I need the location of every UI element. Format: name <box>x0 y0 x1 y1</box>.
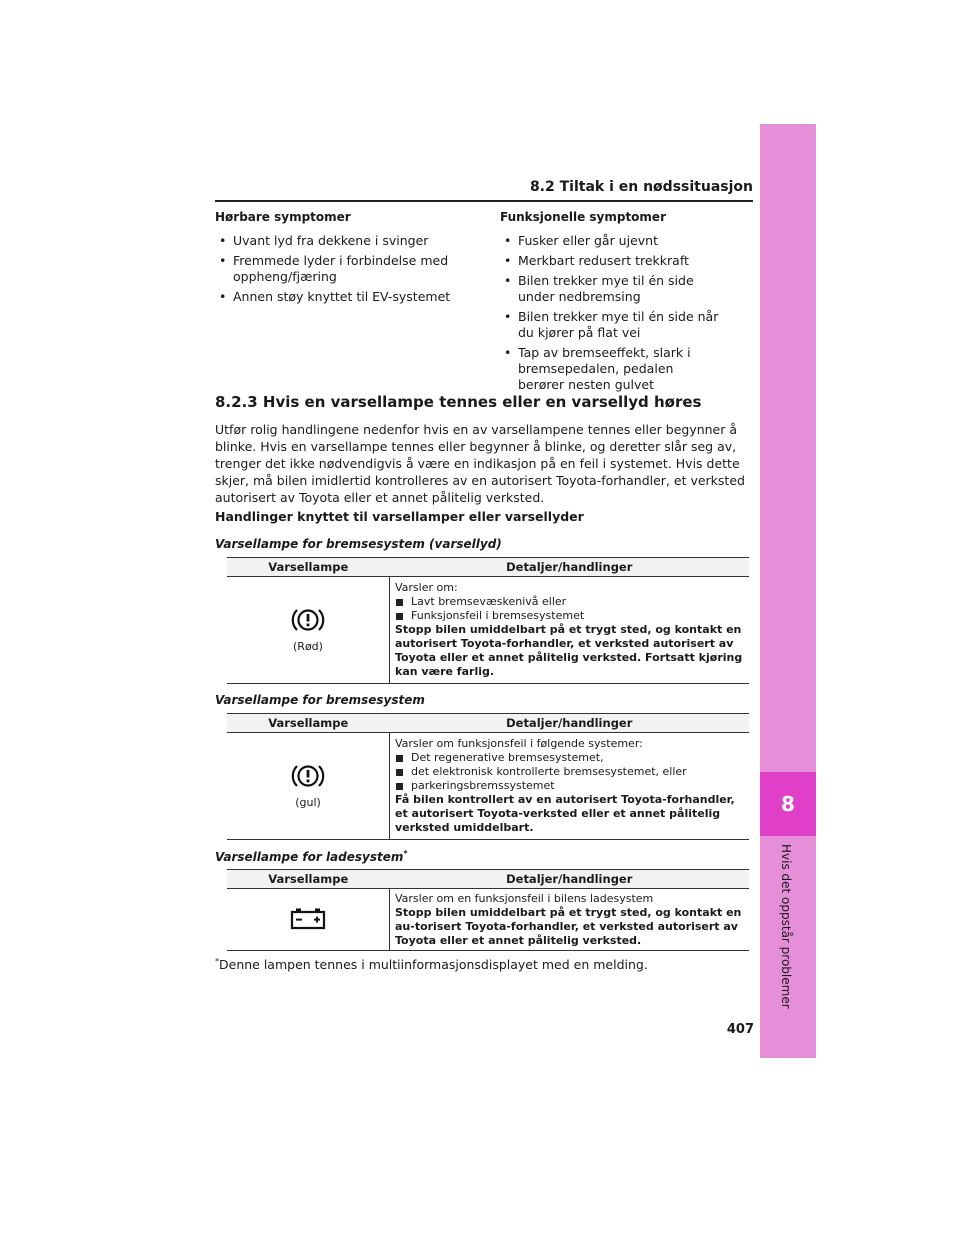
battery-icon <box>289 906 327 930</box>
lamp-cell <box>227 733 390 840</box>
functional-symptoms-list <box>500 233 745 393</box>
actions-subheading: Handlinger knyttet til varsellamper eller varsellyder <box>215 509 584 524</box>
chapter-title-vertical <box>766 844 810 1044</box>
details-action: Stopp bilen umiddelbart på et trygt sted, og kontakt en autorisert Toyota-forhandler, et verksted autorisert av Toyota eller et annet pålitelig verksted. Fortsatt kjøring kan være farlig. <box>395 623 743 678</box>
list-item: Det regenerative bremsesystemet, <box>395 751 744 765</box>
header-divider <box>215 200 753 202</box>
audible-symptoms-block <box>215 210 485 309</box>
details-lead: Varsler om: <box>395 581 458 594</box>
col-header-lamp: Varsellampe <box>227 558 390 577</box>
lamp-cell <box>227 889 390 951</box>
table2-caption: Varsellampe for bremsesystem <box>215 693 425 707</box>
section-intro: Utfør rolig handlingene nedenfor hvis en av varsellampene tennes eller begynner å blinke. Hvis en varsellampe tennes eller begynner å blinke, og deretter slår seg av, trenger det ikke nødvendigvis å være en indikasjon på en feil i systemet. Hvis dette skjer, må bilen imidlertid kontrolleres av en autorisert Toyota-forhandler, et verksted autorisert av Toyota eller et annet pålitelig verksted. <box>215 422 745 505</box>
col-header-details: Detaljer/handlinger <box>390 714 750 733</box>
list-item: • Merkbart redusert trekkraft <box>500 253 745 269</box>
col-header-details: Detaljer/handlinger <box>390 870 750 889</box>
brake-warning-icon <box>291 606 325 634</box>
details-cell <box>390 889 750 951</box>
details-cell <box>390 733 750 840</box>
footnote-marker: * <box>403 849 408 858</box>
col-header-lamp: Varsellampe <box>227 714 390 733</box>
functional-symptoms-title: Funksjonelle symptomer <box>500 210 666 224</box>
running-header: 8.2 Tiltak i en nødssituasjon <box>529 179 753 195</box>
details-lead: Varsler om funksjonsfeil i følgende systemer: <box>395 737 643 750</box>
table-row <box>227 733 749 840</box>
chapter-title-text: Hvis det oppstår problemer <box>779 844 793 1009</box>
page-number: 407 <box>726 1022 754 1037</box>
table1-caption: Varsellampe for bremsesystem (varsellyd) <box>215 537 502 551</box>
list-item: det elektronisk kontrollerte bremsesystemet, eller <box>395 765 744 779</box>
details-lead: Varsler om en funksjonsfeil i bilens ladesystem <box>395 891 654 905</box>
details-action: Stopp bilen umiddelbart på et trygt sted, og kontakt en au-torisert Toyota-forhandler, et verksted autorisert av Toyota eller et annet pålitelig verksted. <box>395 905 742 947</box>
brake-warning-icon <box>291 762 325 790</box>
footnote-mark: * <box>215 957 219 966</box>
details-action: Få bilen kontrollert av en autorisert Toyota-forhandler, et autorisert Toyota-verksted eller et annet pålitelig verksted umiddelbart. <box>395 793 735 834</box>
list-item: • Fusker eller går ujevnt <box>500 233 745 249</box>
brake-warning-table-yellow <box>227 713 749 840</box>
list-item: • Tap av bremseeffekt, slark i bremsepedalen, pedalen berører nesten gulvet <box>500 345 745 393</box>
list-item: Funksjonsfeil i bremsesystemet <box>395 609 744 623</box>
chapter-number-badge: 8 <box>760 772 816 836</box>
audible-symptoms-list <box>215 233 485 305</box>
list-item: • Annen støy knyttet til EV-systemet <box>215 289 485 305</box>
lamp-color-label: (Rød) <box>293 640 323 653</box>
table3-caption <box>215 849 408 864</box>
list-item: • Bilen trekker mye til én side når du kjører på flat vei <box>500 309 745 341</box>
footnote <box>215 957 760 972</box>
charging-warning-table <box>227 869 749 951</box>
lamp-cell <box>227 577 390 684</box>
col-header-lamp: Varsellampe <box>227 870 390 889</box>
table3-caption-text: Varsellampe for ladesystem <box>215 850 404 864</box>
brake-warning-table-red <box>227 557 749 684</box>
functional-symptoms-block <box>500 210 745 397</box>
details-bullets <box>395 751 744 793</box>
footnote-text: Denne lampen tennes i multiinformasjonsdisplayet med en melding. <box>219 957 648 973</box>
audible-symptoms-title: Hørbare symptomer <box>215 210 351 224</box>
lamp-color-label: (gul) <box>295 796 321 809</box>
list-item: • Uvant lyd fra dekkene i svinger <box>215 233 485 249</box>
section-title: 8.2.3 Hvis en varsellampe tennes eller en varsellyd høres <box>215 393 702 411</box>
list-item: • Bilen trekker mye til én side under nedbremsing <box>500 273 745 305</box>
list-item: • Fremmede lyder i forbindelse med oppheng/fjæring <box>215 253 485 285</box>
list-item: parkeringsbremssystemet <box>395 779 744 793</box>
col-header-details: Detaljer/handlinger <box>390 558 750 577</box>
details-bullets <box>395 595 744 623</box>
table-row <box>227 577 749 684</box>
table-row <box>227 889 749 951</box>
list-item: Lavt bremsevæskenivå eller <box>395 595 744 609</box>
details-cell <box>390 577 750 684</box>
